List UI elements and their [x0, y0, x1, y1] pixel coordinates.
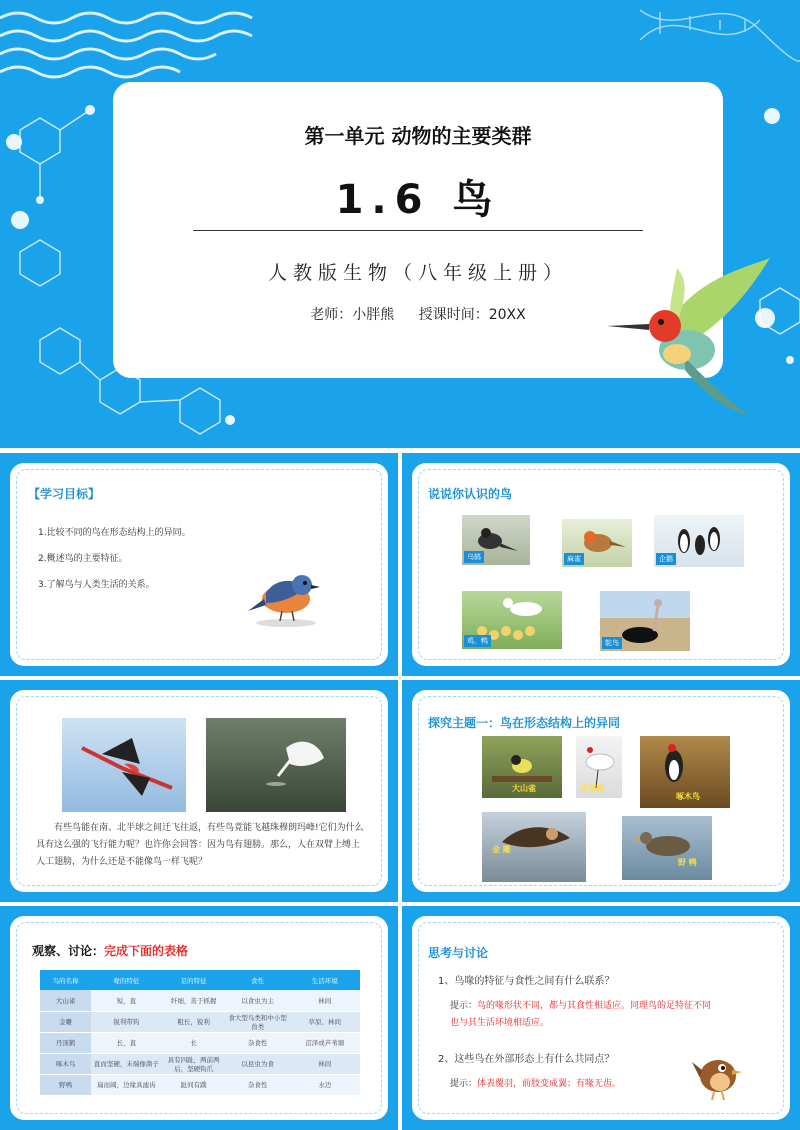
observe-title-prefix: 观察、讨论：: [32, 944, 105, 958]
table-cell: 具有四趾，两前两后，坚硬钩爪: [162, 1053, 226, 1074]
answer-1-text: 鸟的喙形状不同，都与其食性相适应。同理鸟的足特征不同也与其生活环境相适应。: [450, 1001, 712, 1029]
hint-label-1: 提示：: [450, 1001, 478, 1011]
known-birds-slide: [402, 453, 800, 676]
observe-title-highlight: 完成下面的表格: [104, 944, 189, 958]
known-birds-card: [412, 463, 790, 666]
header-feet: 足的特征: [162, 970, 226, 990]
table-cell: 长，直: [91, 1032, 161, 1053]
hummingbird-illustration: [605, 258, 775, 418]
table-cell: 啄木鸟: [40, 1053, 91, 1074]
table-cell: 趾间有蹼: [162, 1074, 226, 1095]
header-habitat: 生活环境: [290, 970, 360, 990]
unit-heading: 第一单元 动物的主要类群: [304, 124, 532, 148]
table-cell: 丹顶鹤: [40, 1032, 91, 1053]
label-golden-eagle: 金 雕: [492, 845, 511, 854]
photo-great-tit: [482, 736, 562, 798]
label-crane: 丹顶鹤: [580, 784, 604, 793]
objectives-card: [10, 463, 388, 666]
explore-card: [412, 690, 790, 892]
table-cell: 沼泽或芦苇塘: [290, 1032, 360, 1053]
migration-slide: [0, 680, 398, 902]
table-row: [40, 1032, 360, 1053]
answer-2-text: 体表覆羽，前肢变成翼；有喙无齿。: [477, 1079, 622, 1089]
question-2: 2、这些鸟在外部形态上有什么共同点？: [438, 1054, 615, 1065]
objectives-slide: [0, 453, 398, 676]
header-diet: 食性: [226, 970, 290, 990]
teacher-name: 老师：小胖熊: [310, 307, 395, 323]
table-cell: 以食虫为主: [226, 990, 290, 1011]
table-cell: 野鸭: [40, 1074, 91, 1095]
table-cell: 纤细，善于抓握: [162, 990, 226, 1011]
photo-woodpecker: [640, 736, 730, 808]
lesson-title: 1.6 鸟: [335, 177, 501, 223]
table-cell: 扁而阔，边缘具滤齿: [91, 1074, 161, 1095]
textbook-subtitle: 人教版生物（八年级上册）: [267, 262, 568, 284]
table-cell: 杂食性: [226, 1032, 290, 1053]
photo-golden-eagle: [482, 812, 586, 882]
table-cell: 长: [162, 1032, 226, 1053]
photo-flamingo: [62, 718, 186, 812]
table-cell: 锐利带钩: [91, 1011, 161, 1032]
objectives-title: 【学习目标】: [28, 487, 101, 501]
observation-table: [40, 970, 360, 1096]
photo-blackbird: [462, 515, 530, 565]
table-cell: 以昆虫为食: [226, 1053, 290, 1074]
table-cell: 草原、林间: [290, 1011, 360, 1032]
title-slide: [0, 0, 800, 448]
answer-1: [450, 998, 720, 1032]
table-cell: 杂食性: [226, 1074, 290, 1095]
observe-slide: [0, 906, 398, 1130]
label-chicken-duck: 鸡、鸭: [464, 635, 491, 647]
table-row: [40, 1011, 360, 1032]
photo-penguin: [654, 515, 744, 567]
header-bird-name: 鸟的名称: [40, 970, 91, 990]
photo-egret: [206, 718, 346, 812]
table-row: [40, 1074, 360, 1095]
photo-chicken-duck: [462, 591, 562, 649]
header-beak: 喙的特征: [91, 970, 161, 990]
observe-card: [10, 916, 388, 1120]
objective-1: 1.比较不同的鸟在形态结构上的异同。: [38, 528, 191, 538]
table-cell: 林间: [290, 1053, 360, 1074]
photo-wild-duck: [622, 816, 712, 880]
migration-card: [10, 690, 388, 892]
table-cell: 短，直: [91, 990, 161, 1011]
think-title: 思考与讨论: [428, 946, 489, 960]
table-row: [40, 1053, 360, 1074]
table-cell: 直而坚硬，末端像凿子: [91, 1053, 161, 1074]
label-great-tit: 大山雀: [512, 784, 536, 793]
label-woodpecker: 啄木鸟: [676, 792, 700, 801]
lesson-time: 授课时间：20XX: [418, 307, 526, 323]
cartoon-bird-illustration: [688, 1042, 748, 1102]
table-cell: 大山雀: [40, 990, 91, 1011]
known-birds-title: 说说你认识的鸟: [428, 487, 513, 501]
title-divider: [193, 230, 643, 231]
table-cell: 水边: [290, 1074, 360, 1095]
label-penguin: 企鹅: [656, 553, 676, 565]
table-cell: 金雕: [40, 1011, 91, 1032]
objective-2: 2.概述鸟的主要特征。: [38, 554, 128, 564]
table-cell: 粗长，锐利: [162, 1011, 226, 1032]
hint-label-2: 提示：: [450, 1079, 478, 1089]
bluebird-illustration: [246, 567, 326, 637]
table-row: [40, 990, 360, 1011]
think-slide: [402, 906, 800, 1130]
label-blackbird: 乌鸫: [464, 551, 484, 563]
think-card: [412, 916, 790, 1120]
table-header-row: [40, 970, 360, 990]
answer-2: [450, 1076, 621, 1093]
explore-title: 探究主题一：鸟在形态结构上的异同: [428, 716, 621, 730]
label-wild-duck: 野 鸭: [678, 858, 697, 867]
observe-title: [32, 942, 188, 959]
label-sparrow: 麻雀: [564, 553, 584, 565]
table-cell: 食大型鸟类和中小型兽类: [226, 1011, 290, 1032]
explore-slide: [402, 680, 800, 902]
photo-sparrow: [562, 519, 632, 567]
table-cell: 林间: [290, 990, 360, 1011]
objective-3: 3.了解鸟与人类生活的关系。: [38, 580, 155, 590]
photo-crane: [576, 736, 622, 798]
label-ostrich: 鸵鸟: [602, 637, 622, 649]
photo-ostrich: [600, 591, 690, 651]
question-1: 1、鸟喙的特征与食性之间有什么联系？: [438, 976, 615, 987]
migration-paragraph: 有些鸟能在南、北半球之间迁飞往返，有些鸟竟能飞越珠穆朗玛峰!它们为什么具有这么强的飞行能力呢？也许你会回答：因为鸟有翅膀。那么，人在双臂上缚上人工翅膀，为什么还是不能像鸟一样飞呢？: [36, 823, 364, 868]
